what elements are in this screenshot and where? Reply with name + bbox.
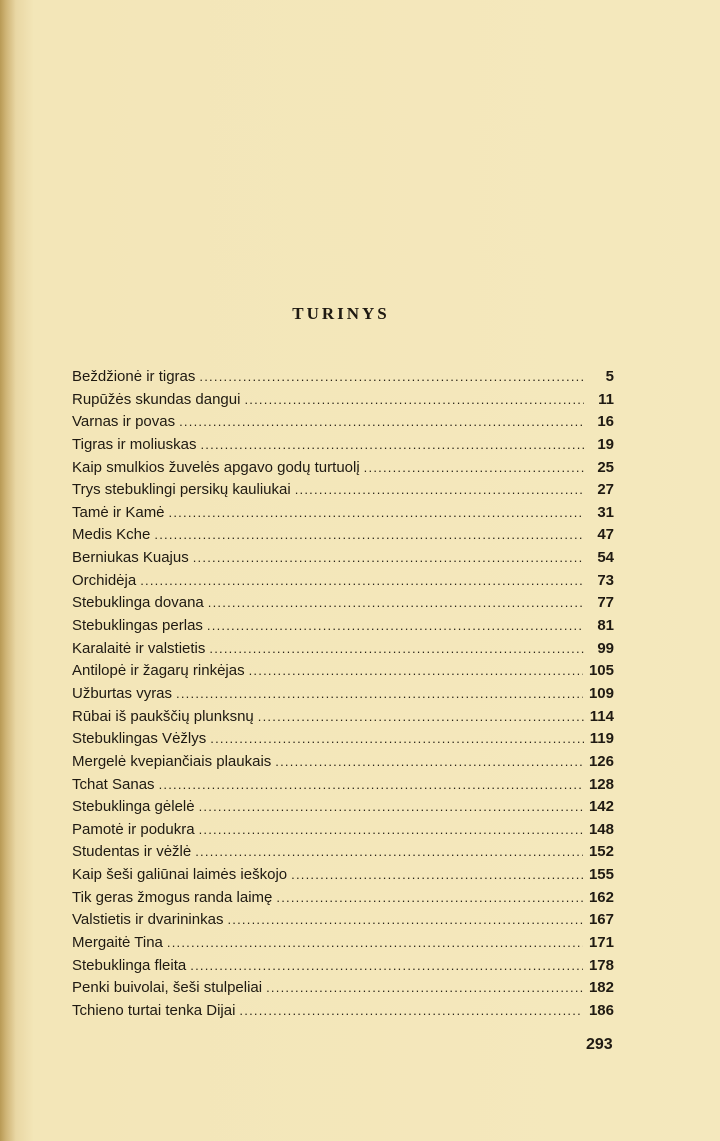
dot-leader [169,502,584,525]
toc-entry [72,683,614,706]
toc-entry [72,909,614,932]
toc-entry [72,615,614,638]
toc-entry-title: Mergelė kvepiančiais plaukais [72,752,272,770]
dot-leader [140,570,584,593]
toc-entry [72,366,614,389]
toc-entry-page: 81 [597,617,614,635]
toc-entry-title: Berniukas Kuajus [72,549,189,567]
toc-entry [72,502,614,525]
toc-entry [72,434,614,457]
toc-entry-page: 114 [589,707,614,725]
toc-entry [72,411,614,434]
toc-entry [72,706,614,729]
toc-entry-title: Stebuklinga fleita [72,956,187,974]
dot-leader [258,706,584,729]
toc-entry [72,638,614,661]
toc-entry-page: 152 [588,843,614,861]
toc-entry-page: 27 [597,481,614,499]
toc-entry-page: 167 [588,911,614,929]
dot-leader [176,683,583,706]
toc-entry-title: Rupūžės skundas dangui [72,390,241,408]
toc-entry [72,796,614,819]
dot-leader [275,751,583,774]
toc-entry-page: 162 [588,888,614,906]
toc-entry [72,570,614,593]
toc-entry-page: 16 [597,413,614,431]
toc-entry-title: Kaip smulkios žuvelės apgavo godų turtuolį [72,458,360,476]
dot-leader [239,1000,583,1023]
toc-entry-page: 178 [588,956,614,974]
toc-entry-title: Rūbai iš paukščių plunksnų [72,707,254,725]
toc-entry-page: 77 [597,594,614,612]
toc-entry-title: Mergaitė Tina [72,934,163,952]
toc-entry-page: 109 [588,684,614,702]
dot-leader [208,592,584,615]
toc-entry [72,479,614,502]
toc-entry-title: Valstietis ir dvarininkas [72,911,224,929]
toc-entry-title: Studentas ir vėžlė [72,843,192,861]
table-of-contents [72,366,614,1023]
toc-entry-page: 47 [597,526,614,544]
toc-entry [72,728,614,751]
dot-leader [167,932,583,955]
toc-entry [72,887,614,910]
dot-leader [209,638,584,661]
toc-entry-page: 73 [597,571,614,589]
toc-entry-page: 31 [597,503,614,521]
toc-entry-page: 119 [589,730,614,748]
toc-entry-title: Penki buivolai, šeši stulpeliai [72,979,263,997]
dot-leader [159,774,583,797]
toc-entry [72,592,614,615]
toc-entry-page: 155 [588,866,614,884]
toc-entry-page: 5 [605,368,614,385]
toc-entry-title: Tchat Sanas [72,775,155,793]
toc-entry-title: Tik geras žmogus randa laimę [72,888,273,906]
toc-entry-title: Stebuklinga gėlelė [72,798,195,816]
dot-leader [291,864,583,887]
toc-entry-title: Orchidėja [72,571,137,589]
toc-entry [72,389,614,412]
toc-entry [72,751,614,774]
toc-entry-title: Pamotė ir podukra [72,820,195,838]
dot-leader [295,479,584,502]
toc-entry-page: 99 [597,639,614,657]
dot-leader [266,977,583,1000]
dot-leader [199,366,584,389]
toc-entry [72,547,614,570]
toc-entry-title: Tigras ir moliuskas [72,435,197,453]
dot-leader [199,796,583,819]
toc-entry-title: Medis Kche [72,526,151,544]
page-title: TURINYS [292,304,390,323]
dot-leader [199,819,583,842]
toc-entry-title: Antilopė ir žagarų rinkėjas [72,662,245,680]
dot-leader [276,887,583,910]
toc-entry-page: 128 [588,775,614,793]
dot-leader [249,660,583,683]
toc-entry [72,932,614,955]
toc-entry [72,864,614,887]
dot-leader [179,411,584,434]
dot-leader [364,457,584,480]
toc-entry [72,819,614,842]
toc-entry [72,977,614,1000]
toc-entry-page: 54 [597,549,614,567]
dot-leader [190,955,583,978]
toc-entry-title: Kaip šeši galiūnai laimės ieškojo [72,866,288,884]
toc-entry-page: 126 [588,752,614,770]
dot-leader [210,728,584,751]
toc-entry-page: 19 [597,435,614,453]
toc-entry [72,524,614,547]
dot-leader [154,524,584,547]
dot-leader [193,547,584,570]
toc-entry-title: Varnas ir povas [72,413,176,431]
toc-entry-title: Stebuklingas Vėžlys [72,730,207,748]
toc-entry-title: Trys stebuklingi persikų kauliukai [72,481,291,499]
toc-entry-title: Beždžionė ir tigras [72,368,196,385]
toc-entry-page: 171 [588,934,614,952]
toc-entry-page: 148 [588,820,614,838]
toc-entry-title: Tamė ir Kamė [72,503,165,521]
toc-entry [72,660,614,683]
toc-entry-title: Stebuklingas perlas [72,617,203,635]
toc-entry [72,841,614,864]
toc-entry-page: 25 [597,458,614,476]
toc-entry-page: 186 [588,1001,614,1019]
toc-entry-page: 105 [588,662,614,680]
toc-entry-title: Stebuklinga dovana [72,594,204,612]
dot-leader [244,389,584,412]
toc-entry [72,774,614,797]
dot-leader [195,841,583,864]
dot-leader [200,434,584,457]
toc-entry-page: 11 [598,390,614,408]
toc-entry [72,955,614,978]
toc-entry [72,457,614,480]
toc-entry-title: Užburtas vyras [72,684,173,702]
toc-entry [72,1000,614,1023]
toc-entry-title: Karalaitė ir valstietis [72,639,206,657]
toc-entry-title: Tchieno turtai tenka Dijai [72,1001,236,1019]
toc-entry-page: 182 [588,979,614,997]
dot-leader [227,909,583,932]
page-number: 293 [586,1036,613,1053]
dot-leader [207,615,584,638]
toc-entry-page: 142 [588,798,614,816]
